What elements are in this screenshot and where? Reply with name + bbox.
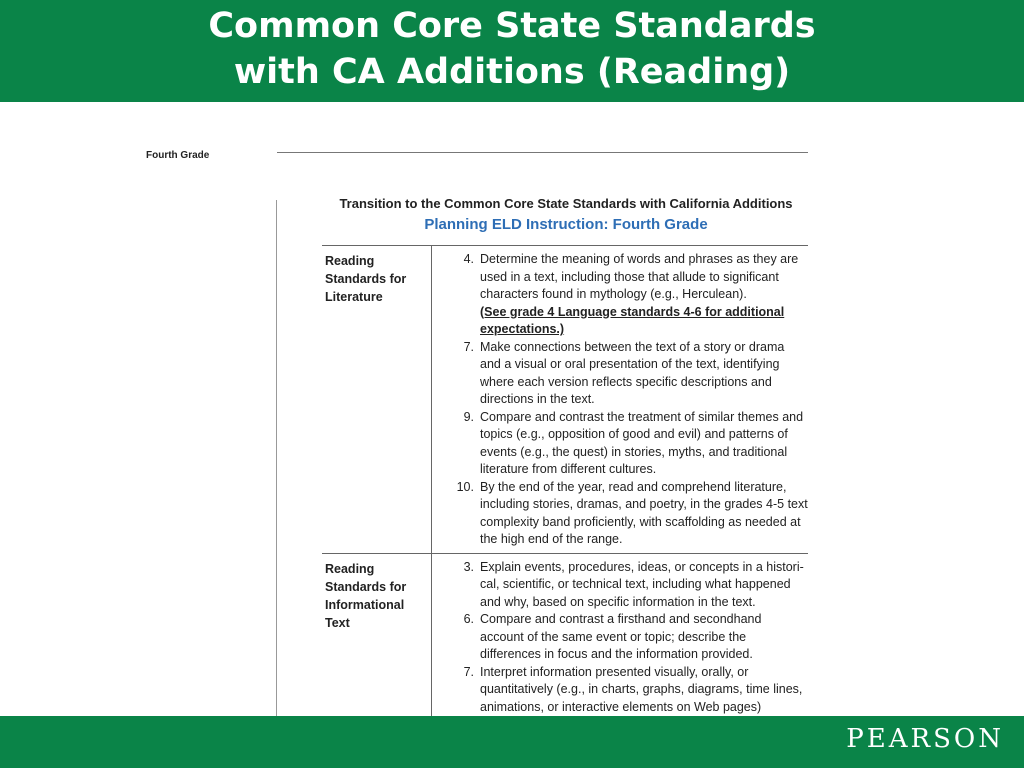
item-text: By the end of the year, read and comprehend literature, including stories, dramas, and poetry, in the grades 4-5 text complexity band proficiently, with scaffolding as needed at the high end of the range. [480,479,808,546]
table-row [322,246,808,554]
item-note: (See grade 4 Language standards 4-6 for additional expectations.) [480,304,785,336]
footer-bar [0,716,1024,768]
row-heading [322,554,432,717]
item-text: Compare and contrast the treatment of similar themes and topics (e.g., opposition of good and evil) and patterns of events (e.g., the quest) in stories, myths, and traditional literature from different cultures. [480,409,804,476]
list-item [448,251,808,339]
row-body [432,554,808,717]
row-heading-line: Text [325,615,350,630]
slide-title-line-1: Common Core State Standards [208,6,816,46]
table-row [322,554,808,717]
list-item [448,409,808,479]
top-divider [277,152,808,153]
row-heading-line: Reading [325,561,375,576]
item-number: 3. [463,559,474,574]
list-item [448,339,808,409]
side-divider [276,200,277,716]
item-text: Determine the meaning of words and phrases as they are used in a text, including those that allude to significant characters found in mythology (e.g., Herculean). [480,252,799,301]
row-heading [322,246,432,553]
slide-title-bar [0,0,1024,102]
grade-label: Fourth Grade [146,150,210,161]
row-heading-line: Standards for [325,272,407,286]
item-number: 9. [463,409,474,424]
item-text: Interpret information presented visually, orally, or quantitatively (e.g., in charts, graphs, diagrams, time lines, animations, or interactive elements on Web pages) [480,664,803,714]
standards-table [322,245,808,716]
row-heading-line: Informational [325,597,405,612]
item-number: 7. [463,664,474,679]
item-text: Make connections between the text of a story or drama and a visual or oral presentation of the text, identifying where each version reflects specific descriptions and directions in the text. [480,339,785,406]
item-text: Compare and contrast a firsthand and secondhand account of the same event or topic; describe the differences in focus and the information provided. [480,612,762,661]
row-heading-line: Literature [325,290,383,304]
list-item [448,559,808,612]
list-item [448,664,808,717]
pearson-logo: PEARSON [846,724,1004,754]
item-number: 7. [463,339,474,354]
document-excerpt [0,102,1024,716]
item-text: Explain events, procedures, ideas, or concepts in a histori- cal, scientific, or technical text, including what happened and why, based on specific information in the text. [480,559,804,609]
row-heading-line: Reading [325,254,375,268]
item-number: 4. [463,252,474,266]
list-item [448,479,808,549]
row-body [432,246,808,553]
row-heading-line: Standards for [325,579,407,594]
item-number: 6. [463,612,474,626]
slide-title-line-2: with CA Additions (Reading) [233,52,791,92]
document-title: Transition to the Common Core State Standards with California Additions [339,196,793,211]
item-number: 10. [456,479,474,494]
document-subtitle: Planning ELD Instruction: Fourth Grade [424,216,708,233]
list-item [448,611,808,664]
